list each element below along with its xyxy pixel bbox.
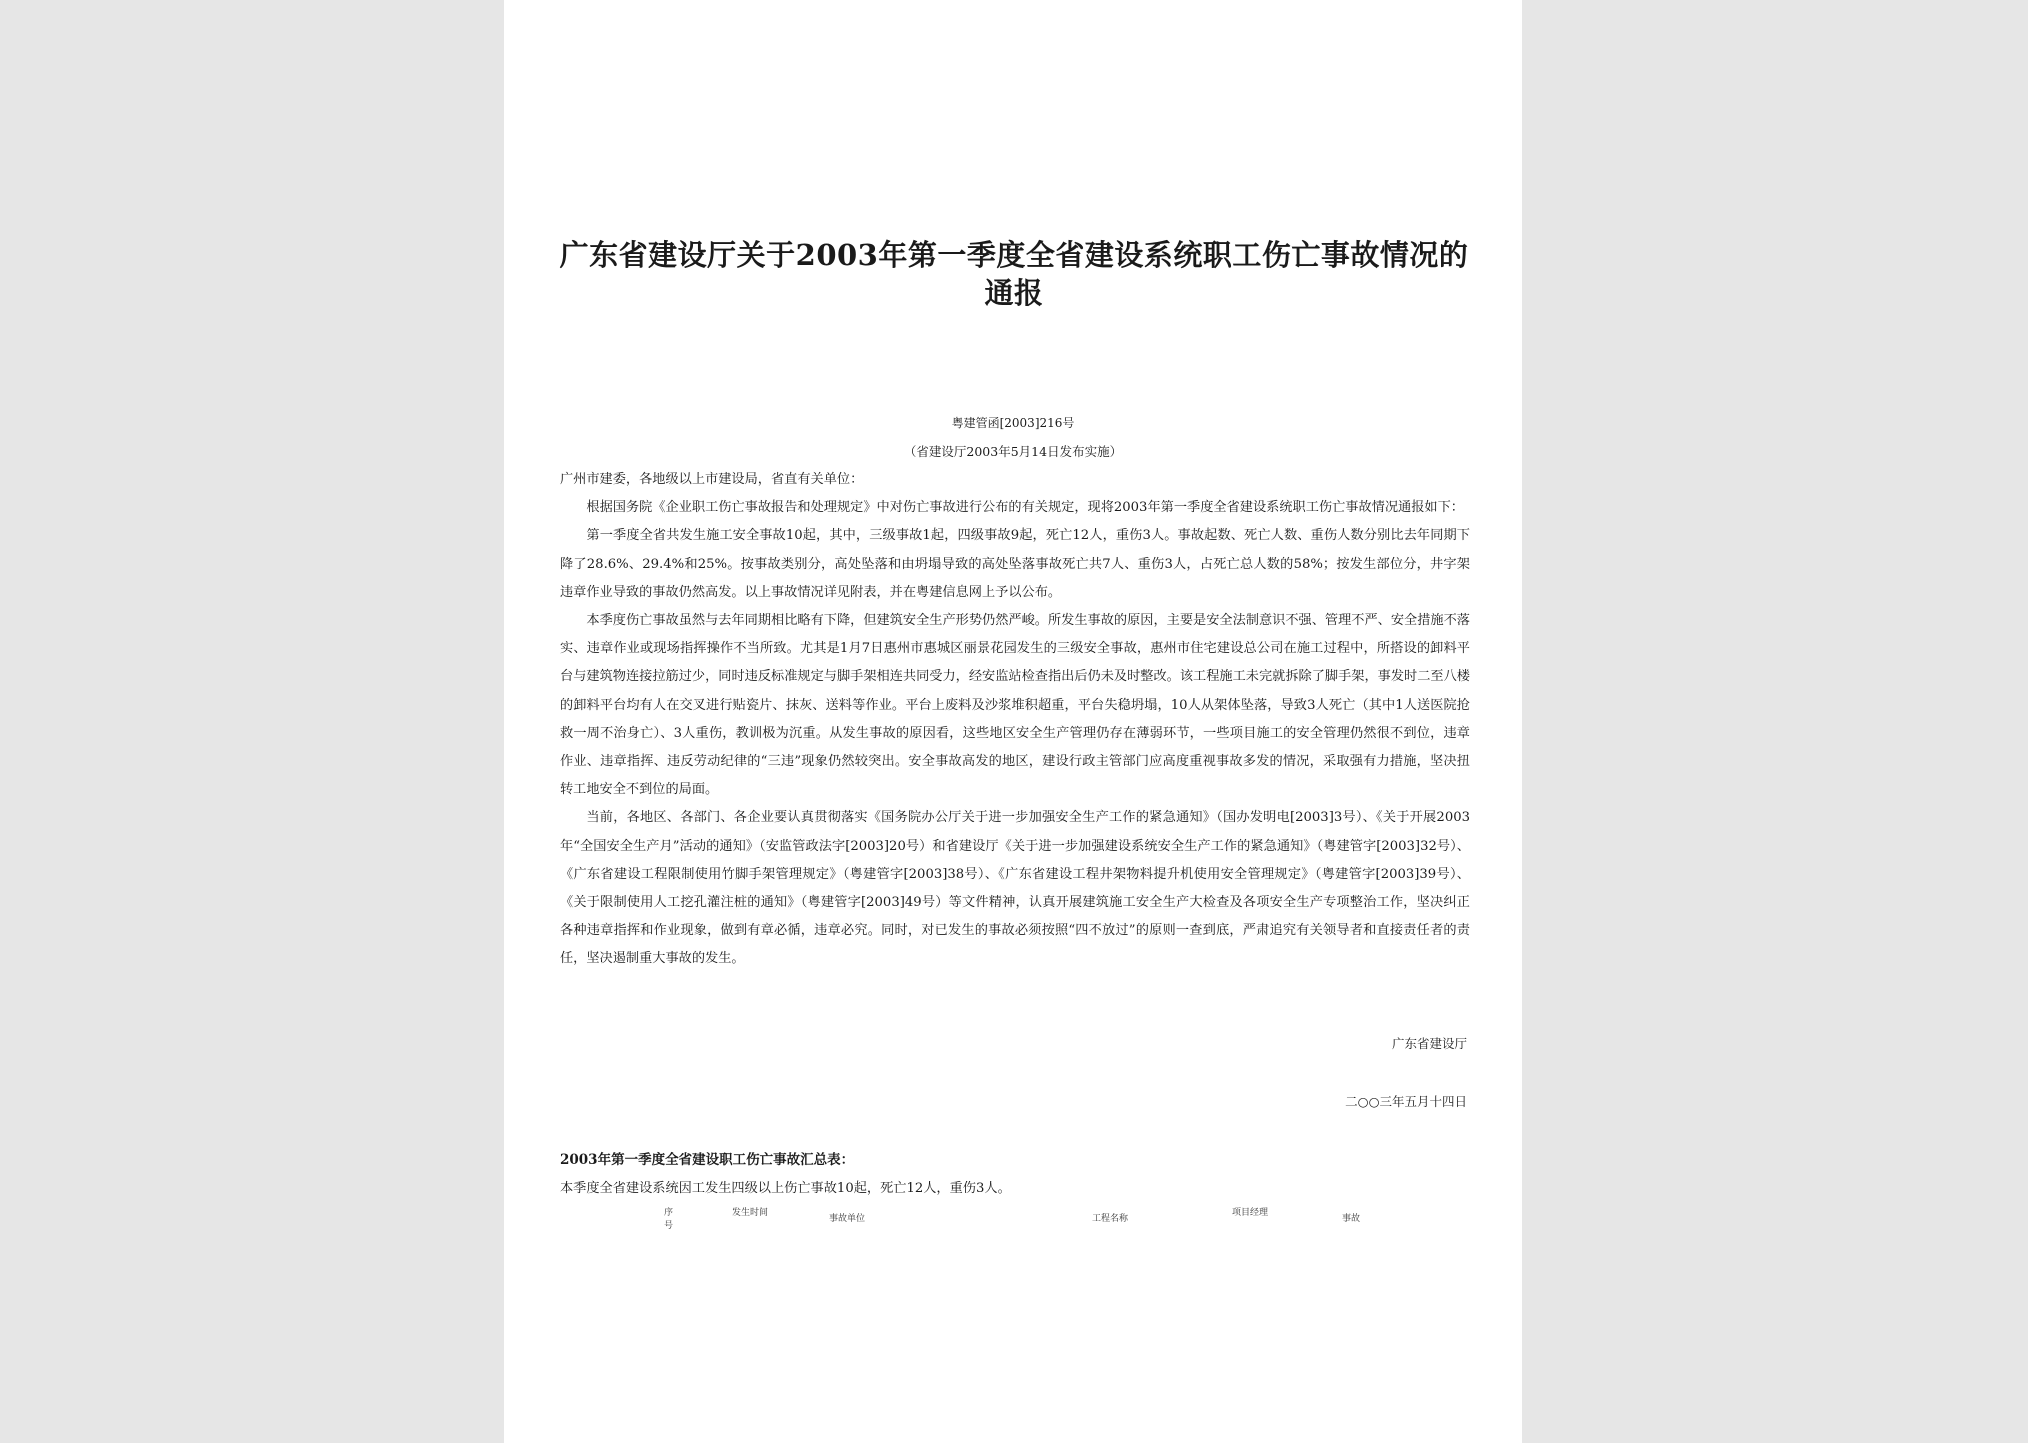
table-header-project: 工程名称: [1092, 1214, 1129, 1224]
table-header-unit: 事故单位: [829, 1214, 866, 1224]
table-header-type: 事故: [1342, 1214, 1361, 1224]
summary-text: 本季度全省建设系统因工发生四级以上伤亡事故10起，死亡12人，重伤3人。: [560, 1181, 1011, 1196]
summary-title: 2003年第一季度全省建设职工伤亡事故汇总表：: [560, 1152, 855, 1168]
paragraph: 当前，各地区、各部门、各企业要认真贯彻落实《国务院办公厅关于进一步加强安全生产工作的紧急通知》（国办发明电[2003]3号）、《关于开展2003年“全国安全生产月”活动的通知》（安监管政法字[2003]20号）和省建设厅《关于进一步加强建设系统安全生产工作的紧急通知》（粤建管字[2003]32号）、《广东省建设工程限制使用竹脚手架管理规定》（粤建管字[2003]38号）、《广东省建设工程井架物料提升机使用安全管理规定》（粤建管字[2003]39号）、《关于限制使用人工挖孔灌注桩的通知》（粤建管字[2003]49号）等文件精神，认真开展建筑施工安全生产大检查及各项安全生产专项整治工作，坚决纠正各种违章指挥和作业现象，做到有章必循，违章必究。同时，对已发生的事故必须按照“四不放过”的原则一查到底，严肃追究有关领导者和直接责任者的责任，坚决遏制重大事故的发生。: [560, 810, 1470, 967]
paragraph: 本季度伤亡事故虽然与去年同期相比略有下降，但建筑安全生产形势仍然严峻。所发生事故的原因，主要是安全法制意识不强、管理不严、安全措施不落实、违章作业或现场指挥操作不当所致。尤其是1月7日惠州市惠城区丽景花园发生的三级安全事故，惠州市住宅建设总公司在施工过程中，所搭设的卸料平台与建筑物连接拉筋过少，同时违反标准规定与脚手架相连共同受力，经安监站检查指出后仍未及时整改。该工程施工未完就拆除了脚手架，事发时二至八楼的卸料平台均有人在交叉进行贴瓷片、抹灰、送料等作业。平台上废料及沙浆堆积超重，平台失稳坍塌，10人从架体坠落，导致3人死亡（其中1人送医院抢救一周不治身亡）、3人重伤，教训极为沉重。从发生事故的原因看，这些地区安全生产管理仍存在薄弱环节，一些项目施工的安全管理仍然很不到位，违章作业、违章指挥、违反劳动纪律的“三违”现象仍然较突出。安全事故高发的地区，建设行政主管部门应高度重视事故多发的情况，采取强有力措施，坚决扭转工地安全不到位的局面。: [560, 613, 1470, 798]
table-header-seq-2: 号: [664, 1221, 674, 1231]
paragraph: 根据国务院《企业职工伤亡事故报告和处理规定》中对伤亡事故进行公布的有关规定，现将2003年第一季度全省建设系统职工伤亡事故情况通报如下：: [586, 500, 1464, 516]
paragraph: 第一季度全省共发生施工安全事故10起，其中，三级事故1起，四级事故9起，死亡12人，重伤3人。事故起数、死亡人数、重伤人数分别比去年同期下降了28.6%、29.4%和25%。按事故类别分，高处坠落和由坍塌导致的高处坠落事故死亡共7人、重伤3人，占死亡总人数的58%；按发生部位分，井字架违章作业导致的事故仍然高发。以上事故情况详见附表，并在粤建信息网上予以公布。: [560, 528, 1470, 600]
document-page: [504, 0, 1522, 1443]
signature-date: 二○○三年五月十四日: [1345, 1094, 1467, 1109]
signature-organization: 广东省建设厅: [1391, 1036, 1467, 1051]
table-header-manager: 项目经理: [1232, 1208, 1269, 1218]
salutation: 广州市建委，各地级以上市建设局，省直有关单位：: [560, 472, 864, 487]
table-header-seq: 序: [664, 1208, 674, 1218]
issued-note: （省建设厅2003年5月14日发布实施）: [903, 444, 1123, 459]
document-number: 粤建管函[2003]216号: [951, 416, 1075, 430]
table-header-time: 发生时间: [732, 1208, 769, 1218]
document-body: [560, 466, 1470, 974]
document-title: 广东省建设厅关于2003年第一季度全省建设系统职工伤亡事故情况的通报: [559, 238, 1469, 310]
